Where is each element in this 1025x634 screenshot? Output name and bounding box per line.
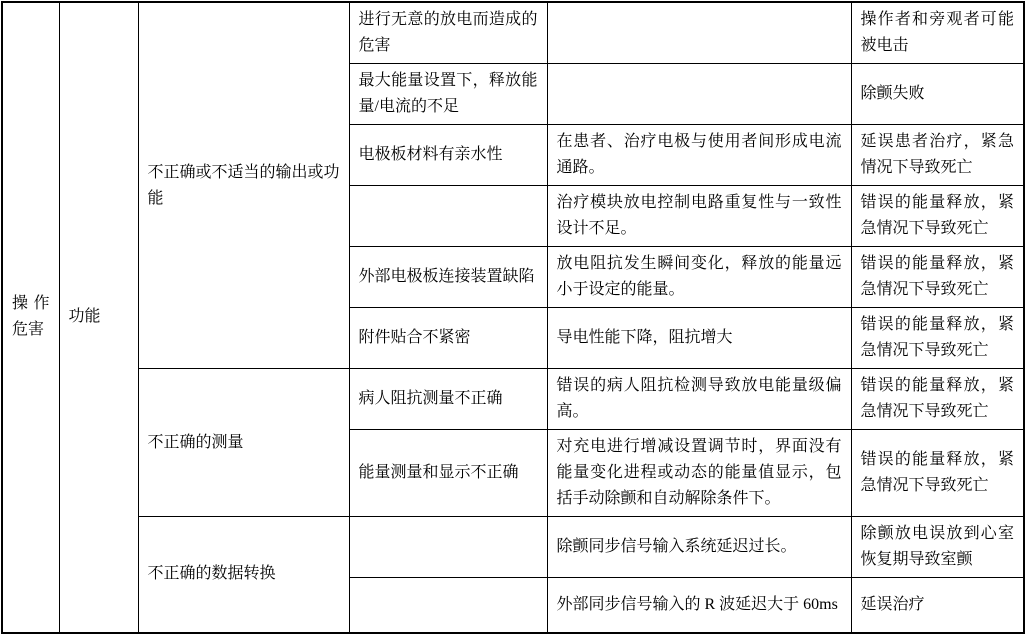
cause-cell: 电极板材料有亲水性 (349, 125, 547, 186)
cause-cell: 最大能量设置下，释放能量/电流的不足 (349, 64, 547, 125)
harm-cell: 错误的能量释放，紧急情况下导致死亡 (851, 369, 1024, 430)
detail-cell: 导电性能下降，阻抗增大 (547, 308, 851, 369)
harm-cell: 错误的能量释放，紧急情况下导致死亡 (851, 308, 1024, 369)
detail-cell (547, 2, 851, 64)
cause-cell: 外部电极板连接装置缺陷 (349, 247, 547, 308)
detail-cell: 对充电进行增减设置调节时，界面没有能量变化进程或动态的能量值显示，包括手动除颤和自动解除条件下。 (547, 430, 851, 517)
harm-cell: 延误患者治疗，紧急情况下导致死亡 (851, 125, 1024, 186)
cause-cell: 进行无意的放电而造成的危害 (349, 2, 547, 64)
hazard-group-cell: 操作危害 (2, 2, 59, 633)
cause-cell (349, 186, 547, 247)
harm-cell: 除颤失败 (851, 64, 1024, 125)
harm-cell: 错误的能量释放，紧急情况下导致死亡 (851, 430, 1024, 517)
detail-cell: 治疗模块放电控制电路重复性与一致性设计不足。 (547, 186, 851, 247)
harm-cell: 操作者和旁观者可能被电击 (851, 2, 1024, 64)
detail-cell: 除颤同步信号输入系统延迟过长。 (547, 517, 851, 578)
function-group-cell: 功能 (59, 2, 138, 633)
harm-cell: 错误的能量释放，紧急情况下导致死亡 (851, 186, 1024, 247)
cause-cell (349, 578, 547, 633)
category-cell: 不正确的测量 (138, 369, 349, 517)
cause-cell: 附件贴合不紧密 (349, 308, 547, 369)
detail-cell: 错误的病人阻抗检测导致放电能量级偏高。 (547, 369, 851, 430)
cause-cell (349, 517, 547, 578)
category-cell: 不正确的数据转换 (138, 517, 349, 633)
harm-cell: 延误治疗 (851, 578, 1024, 633)
cause-cell: 病人阻抗测量不正确 (349, 369, 547, 430)
table-row (2, 2, 1024, 64)
table-row (2, 517, 1024, 578)
category-cell: 不正确或不适当的输出或功能 (138, 2, 349, 369)
table-row (2, 369, 1024, 430)
harm-cell: 错误的能量释放，紧急情况下导致死亡 (851, 247, 1024, 308)
harm-cell: 除颤放电误放到心室恢复期导致室颤 (851, 517, 1024, 578)
detail-cell: 放电阻抗发生瞬间变化，释放的能量远小于设定的能量。 (547, 247, 851, 308)
detail-cell: 在患者、治疗电极与使用者间形成电流通路。 (547, 125, 851, 186)
detail-cell (547, 64, 851, 125)
detail-cell: 外部同步信号输入的 R 波延迟大于 60ms (547, 578, 851, 633)
cause-cell: 能量测量和显示不正确 (349, 430, 547, 517)
risk-analysis-table (1, 1, 1025, 634)
